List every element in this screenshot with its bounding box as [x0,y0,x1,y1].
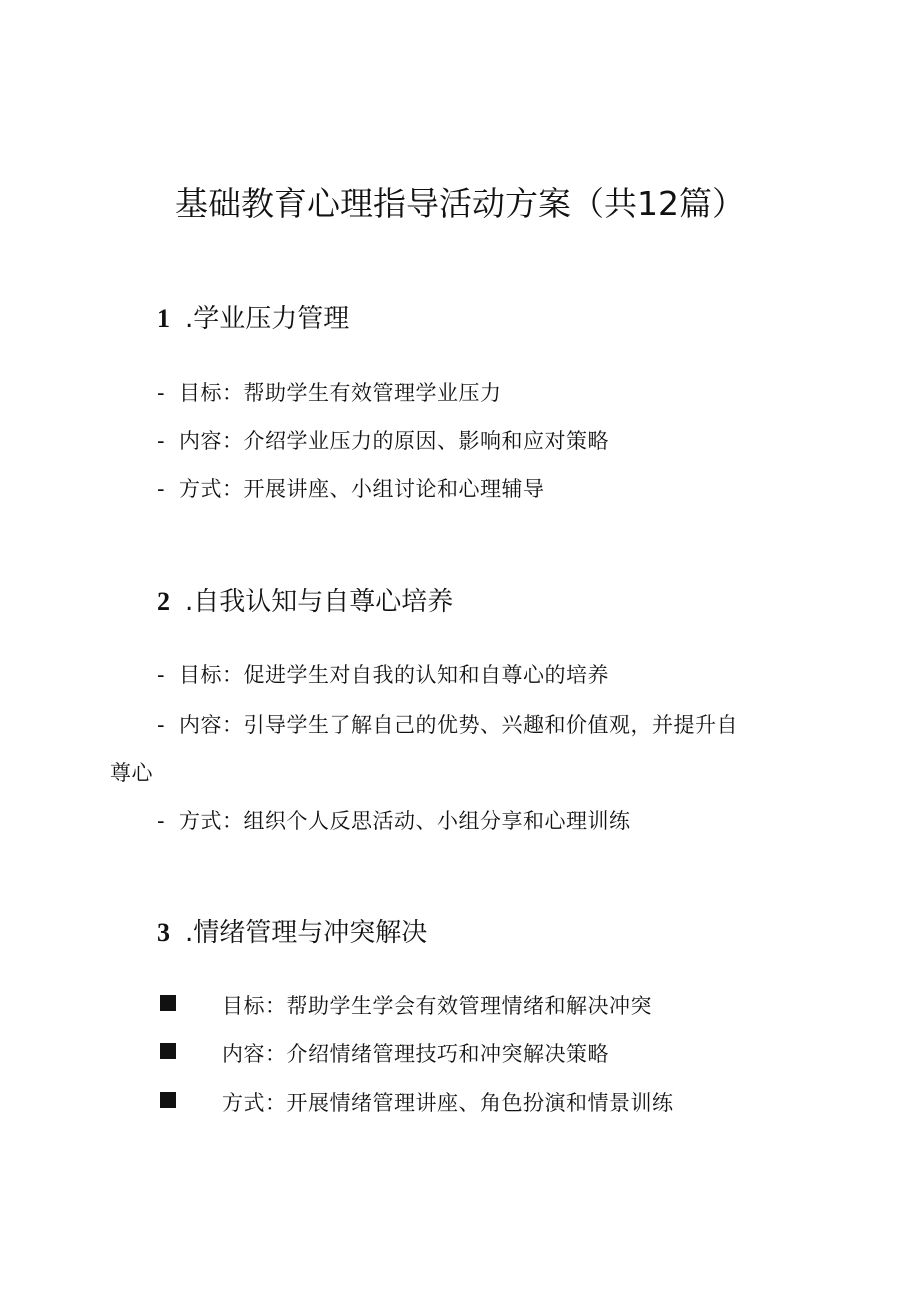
item-label: 内容： [222,1042,287,1066]
item-label: 目标： [222,994,287,1018]
item-text: 开展情绪管理讲座、角色扮演和情景训练 [286,1091,674,1115]
section-title: .自我认知与自尊心培养 [185,587,454,617]
item-text: 介绍学业压力的原因、影响和应对策略 [243,429,609,453]
list-item-continuation: 尊心 [110,761,153,785]
item-label: 方式： [179,809,244,833]
bullet-dash: - [157,477,166,501]
item-label: 方式： [179,477,244,501]
section-number: 3 [157,918,170,947]
bullet-dash: - [157,429,166,453]
bullet-square [160,995,176,1011]
list-item [222,1038,609,1068]
list-item [222,1087,674,1117]
item-label: 目标： [179,381,244,405]
bullet-dash: - [157,663,166,687]
section-title: .情绪管理与冲突解决 [185,918,428,948]
item-text: 促进学生对自我的认知和自尊心的培养 [243,663,609,687]
item-text: 帮助学生学会有效管理情绪和解决冲突 [286,994,652,1018]
item-label: 方式： [222,1091,287,1115]
document-title: 基础教育心理指导活动方案（共12篇） [175,184,745,223]
list-item [157,805,631,835]
section-heading [157,912,427,949]
section-heading [157,298,349,335]
list-item [157,473,545,503]
item-label: 内容： [179,713,244,737]
list-item [222,990,652,1020]
item-text: 帮助学生有效管理学业压力 [243,381,502,405]
item-text: 开展讲座、小组讨论和心理辅导 [243,477,545,501]
list-item [157,425,609,455]
item-label: 目标： [179,663,244,687]
bullet-square [160,1043,176,1059]
section-title: .学业压力管理 [185,304,350,334]
section-number: 1 [157,304,170,333]
bullet-square [160,1092,176,1108]
list-item [157,659,609,689]
section-number: 2 [157,587,170,616]
item-text: 引导学生了解自己的优势、兴趣和价值观，并提升自 [243,713,738,737]
bullet-dash: - [157,809,166,833]
bullet-dash: - [157,713,166,737]
list-item [157,377,502,407]
bullet-dash: - [157,381,166,405]
section-heading [157,581,453,618]
item-text: 介绍情绪管理技巧和冲突解决策略 [286,1042,609,1066]
list-item [157,709,738,739]
item-label: 内容： [179,429,244,453]
item-text: 组织个人反思活动、小组分享和心理训练 [243,809,631,833]
